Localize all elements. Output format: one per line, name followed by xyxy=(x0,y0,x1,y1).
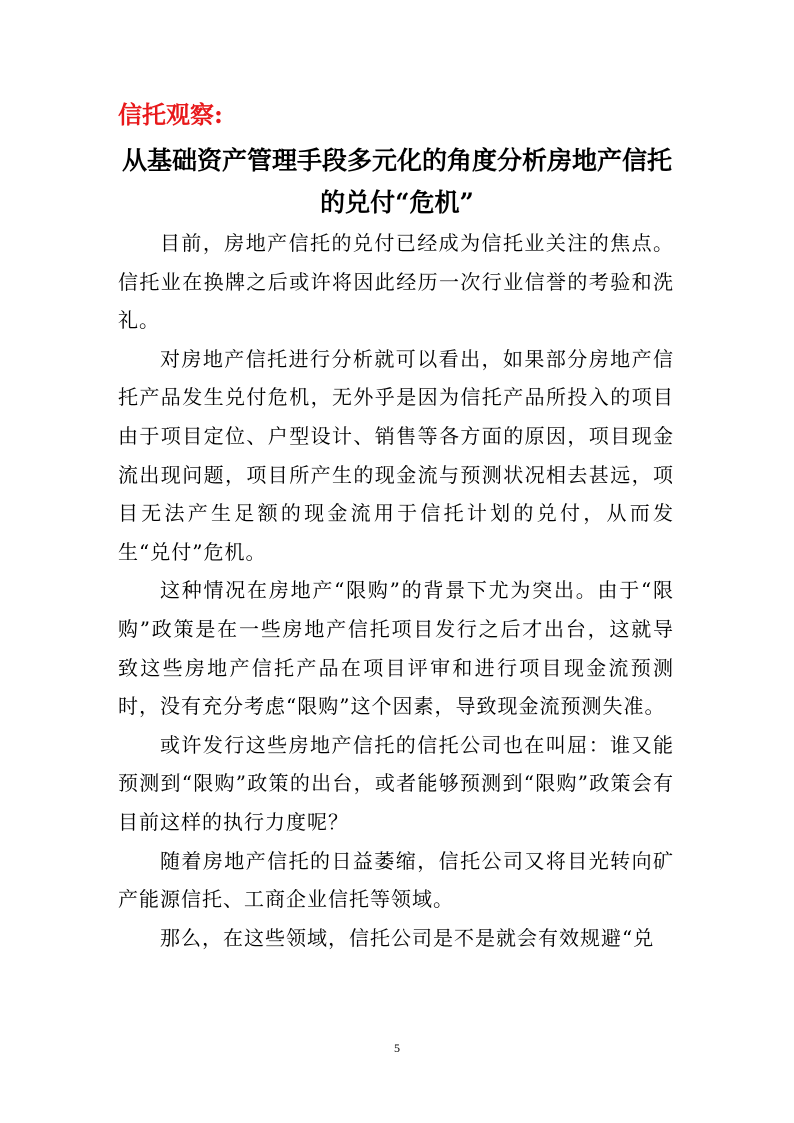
paragraph-4: 或许发行这些房地产信托的信托公司也在叫屈：谁又能预测到“限购”政策的出台，或者能够预测到“限购”政策会有目前这样的执行力度呢？ xyxy=(118,732,674,834)
section-label: 信托观察: xyxy=(118,100,223,129)
page-number: 5 xyxy=(394,1041,400,1055)
paragraph-2: 对房地产信托进行分析就可以看出，如果部分房地产信托产品发生兑付危机，无外乎是因为信托产品所投入的项目由于项目定位、户型设计、销售等各方面的原因，项目现金流出现问题，项目所产生的现金流与预测状况相去甚远，项目无法产生足额的现金流用于信托计划的兑付，从而发生“兑付”危机。 xyxy=(118,346,674,564)
paragraph-6: 那么，在这些领域，信托公司是不是就会有效规避“兑 xyxy=(160,925,655,950)
article-title xyxy=(110,140,684,224)
article-title-line-1: 从基础资产管理手段多元化的角度分析房地产信托 xyxy=(121,146,672,175)
article-body xyxy=(118,224,674,957)
paragraph-5: 随着房地产信托的日益萎缩，信托公司又将目光转向矿产能源信托、工商企业信托等领域。 xyxy=(118,848,674,912)
article-title-line-2: 的兑付“危机” xyxy=(320,188,474,217)
paragraph-3: 这种情况在房地产“限购”的背景下尤为突出。由于“限购”政策是在一些房地产信托项目发行之后才出台，这就导致这些房地产信托产品在项目评审和进行项目现金流预测时，没有充分考虑“限购”这个因素，导致现金流预测失准。 xyxy=(118,578,674,719)
paragraph-1: 目前，房地产信托的兑付已经成为信托业关注的焦点。信托业在换牌之后或许将因此经历一次行业信誉的考验和洗礼。 xyxy=(118,231,674,333)
